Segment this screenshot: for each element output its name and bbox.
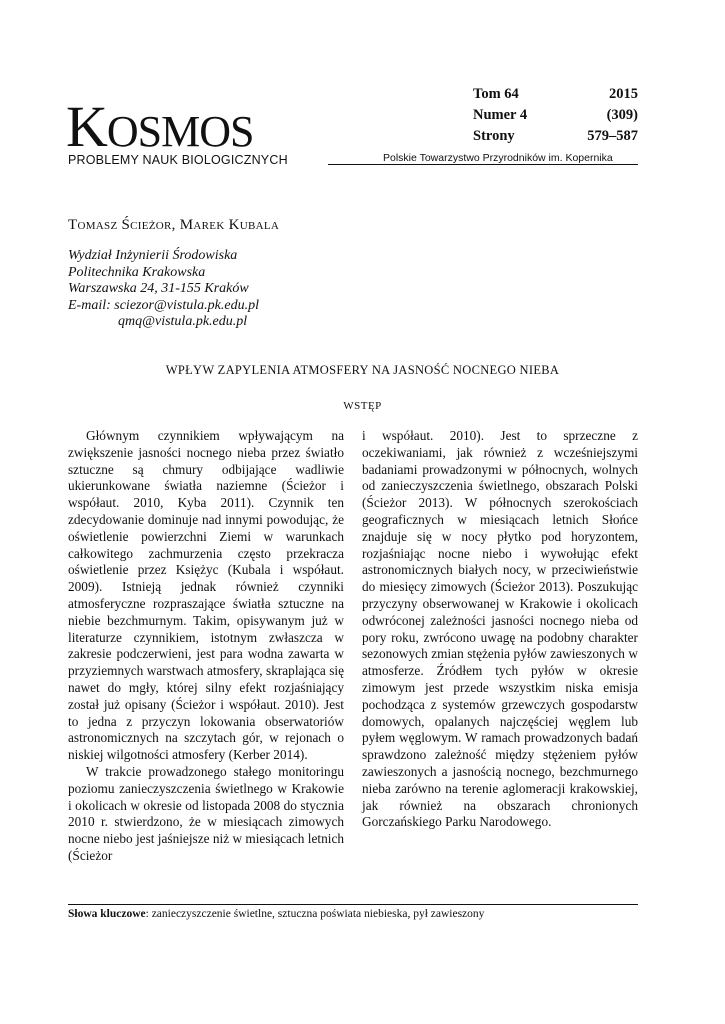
meta-row-pages — [473, 126, 638, 147]
journal-logo — [66, 94, 254, 159]
paragraph: W trakcie prowadzonego stałego monitoringu poziomu zanieczyszczenia świetlnego w Krakowie i okolicach w okresie od listopada 2008 do stycznia 2010 r. stwierdzono, że w miesiącach zimowych nocne niebo jest jaśniejsze niż w miesiącach letnich (Ścieżor — [68, 763, 344, 863]
body-column-right — [362, 428, 638, 831]
article-authors: Tomasz Ścieżor, Marek Kubala — [68, 217, 280, 233]
logo-initial: K — [66, 94, 107, 159]
issue-meta — [473, 84, 638, 147]
meta-value: 579–587 — [587, 128, 638, 144]
journal-subtitle: PROBLEMY NAUK BIOLOGICZNYCH — [68, 153, 288, 167]
meta-value: 2015 — [609, 86, 638, 102]
footer-divider — [68, 904, 638, 905]
header-divider — [328, 164, 638, 165]
meta-label: Tom 64 — [473, 86, 519, 102]
logo-rest: OSMOS — [106, 107, 254, 156]
affiliation-email-2: qmq@vistula.pk.edu.pl — [118, 314, 248, 329]
article-title: WPŁYW ZAPYLENIA ATMOSFERY NA JASNOŚĆ NOCNEGO NIEBA — [165, 363, 560, 377]
keywords-text: : zanieczyszczenie świetlne, sztuczna poświata niebieska, pył zawieszony — [145, 908, 485, 920]
meta-label: Numer 4 — [473, 107, 528, 123]
society-name: Polskie Towarzystwo Przyrodników im. Kopernika — [383, 152, 613, 164]
affiliation-email: E-mail: sciezor@vistula.pk.edu.pl — [68, 297, 259, 313]
meta-row-volume — [473, 84, 638, 105]
paragraph: i współaut. 2010). Jest to sprzeczne z oczekiwaniami, jak również z wcześniejszymi badaniami prowadzonymi w północnych, wolnych od zanieczyszczenia świetlnego, obszarach Polski (Ścieżor 2013). W północnych szerokościach geograficznych w miesiącach letnich Słońce znajduje się w nocy płytko pod horyzontem, rozjaśniając nocne niebo i wywołując efekt astronomicznych białych nocy, w przeciwieństwie do miesięcy zimowych (Ścieżor 2013). Poszukując przyczyny obserwowanej w Krakowie i okolicach odwróconej zależności jasności nocnego nieba od pory roku, zwrócono uwagę na podobny charakter sezonowych zmian stężenia pyłów zawieszonych w atmosferze. Źródłem tych pyłów w okresie zimowym jest przede wszystkim niska emisja pochodząca z systemów grzewczych gospodarstw domowych, opalanych najczęściej węglem lub pyłem węglowym. W ramach prowadzonych badań sprawdzono zależność między stężeniem pyłów zawieszonych a jasnością nocnego, bezchmurnego nieba zarówno na terenie aglomeracji krakowskiej, jak również na obszarach chronionych Gorczańskiego Parku Narodowego. — [362, 428, 638, 830]
affiliation-line: Warszawska 24, 31-155 Kraków — [68, 281, 249, 296]
affiliation-line: Wydział Inżynierii Środowiska — [68, 248, 238, 263]
section-heading: WSTĘP — [343, 400, 382, 412]
meta-row-number — [473, 105, 638, 126]
author-affiliation — [68, 248, 259, 331]
affiliation-line: Politechnika Krakowska — [68, 264, 206, 280]
meta-label: Strony — [473, 128, 515, 144]
keywords-label: Słowa kluczowe — [68, 908, 146, 920]
meta-value: (309) — [606, 107, 638, 123]
paragraph: Głównym czynnikiem wpływającym na zwiększenie jasności nocnego nieba przez światło sztuczne są chmury odbijające wadliwie ukierunkowane światła naziemne (Ścieżor i współaut. 2010, Kyba 2011). Czynnik ten zdecydowanie dominuje nad innymi powodując, że oświetlenie powierzchni Ziemi w warunkach całkowitego zachmurzenia często przekracza oświetlenie przez Księżyc (Kubala i współaut. 2009). Istnieją jednak również czynniki atmosferyczne rozpraszające światła sztuczne na niebie bezchmurnym. Takim, opisywanym już w literaturze czynnikiem, istotnym zwłaszcza w zakresie podczerwieni, jest para wodna zawarta w przyziemnych warstwach atmosfery, skraplająca się nawet do mgły, której silny efekt rozjaśniający został już opisany (Ścieżor i współaut. 2010). Jest to jedna z przyczyn lokowania obserwatoriów astronomicznych na szczytach gór, w rejonach o niskiej wilgotności atmosfery (Kerber 2014). — [68, 428, 344, 763]
body-column-left — [68, 428, 344, 865]
keywords — [68, 908, 484, 920]
